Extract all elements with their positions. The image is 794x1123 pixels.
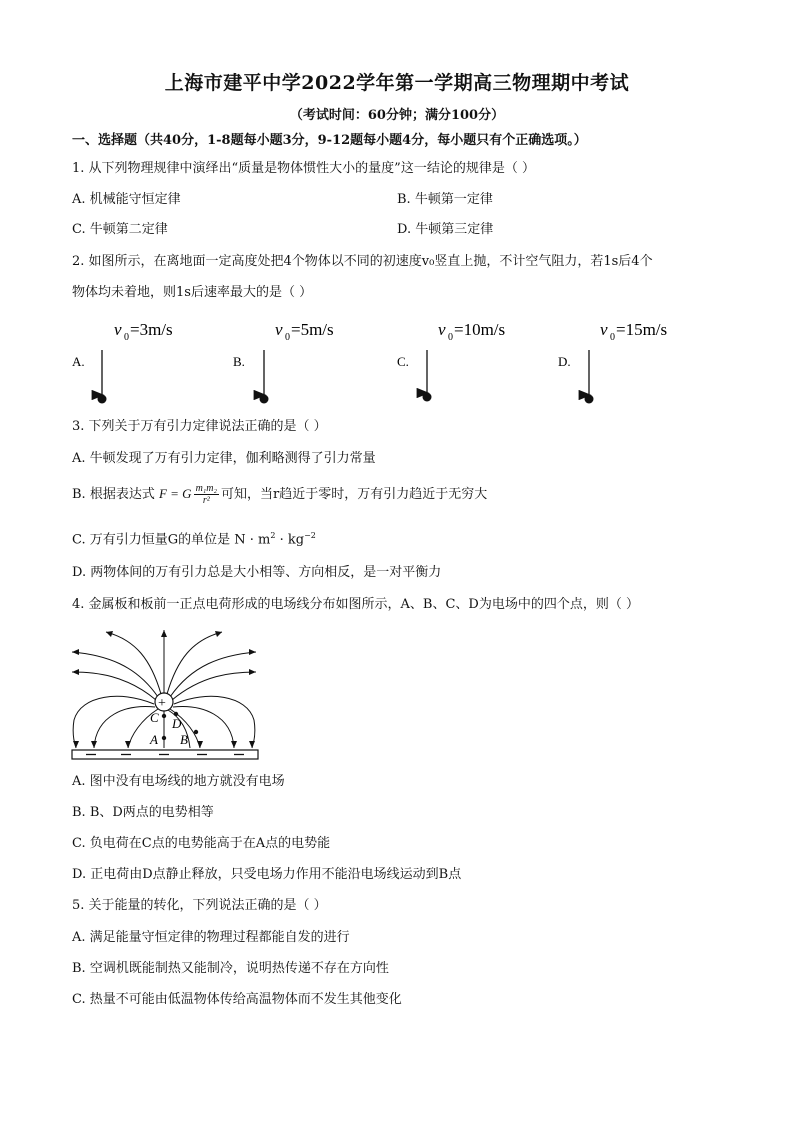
- exam-subtitle: （考试时间：60分钟；满分100分）: [289, 108, 505, 123]
- section-heading: 一、选择题（共40分，1-8题每小题3分，9-12题每小题4分，每小题只有个正确选项。）: [72, 133, 587, 148]
- q3-option-b-suffix: 可知，当r趋近于零时，万有引力趋近于无穷大: [220, 487, 488, 502]
- q3-option-c-prefix: C. 万有引力恒量G的单位是: [72, 532, 231, 548]
- q3-option-b: [72, 480, 487, 509]
- v-symbol: v: [438, 320, 446, 339]
- q2-fig-label-d: D.: [558, 354, 571, 369]
- v-subscript: 0: [285, 332, 290, 343]
- q2-fig-value-d: =15m/s: [616, 320, 668, 339]
- q2-figure-c: [397, 320, 505, 402]
- q4-option-b: B. B、D两点的电势相等: [72, 805, 214, 820]
- q2-figure-b: [233, 320, 334, 404]
- q3-option-d: D. 两物体间的万有引力总是大小相等、方向相反，是一对平衡力: [72, 565, 442, 580]
- q3-formula-numerator: m₁m₂: [195, 483, 217, 494]
- q2-fig-label-a: A.: [72, 354, 85, 369]
- q2-figure: [0, 310, 794, 410]
- q2-fig-value-c: =10m/s: [454, 320, 506, 339]
- q1-option-a: A. 机械能守恒定律: [72, 192, 181, 207]
- q2-fig-label-b: B.: [233, 354, 245, 369]
- q1-option-b: B. 牛顿第一定律: [397, 192, 493, 207]
- q2-figure-d: [558, 320, 667, 404]
- q5-option-b: B. 空调机既能制热又能制冷，说明热传递不存在方向性: [72, 961, 389, 976]
- point-c: [162, 714, 166, 718]
- label-b: B: [180, 732, 188, 747]
- charge-symbol: +: [158, 696, 166, 711]
- object-dot: [423, 393, 432, 402]
- q3-unit-kg: · kg: [275, 532, 305, 548]
- v-symbol: v: [114, 320, 122, 339]
- point-b: [194, 730, 198, 734]
- label-d: D: [172, 716, 182, 731]
- v-subscript: 0: [448, 332, 453, 343]
- q5-option-c: C. 热量不可能由低温物体传给高温物体而不发生其他变化: [72, 992, 402, 1007]
- q3-formula-fraction: [194, 483, 219, 506]
- v-symbol: v: [275, 320, 283, 339]
- q2-fig-value-a: =3m/s: [130, 320, 173, 339]
- object-dot: [260, 395, 269, 404]
- label-a: A: [150, 732, 158, 747]
- q3-option-a: A. 牛顿发现了万有引力定律，伽利略测得了引力常量: [72, 451, 376, 466]
- q3-unit-exp2: −2: [304, 531, 316, 540]
- object-dot: [585, 395, 594, 404]
- v-subscript: 0: [124, 332, 129, 343]
- object-dot: [98, 395, 107, 404]
- q1-option-c: C. 牛顿第二定律: [72, 222, 168, 237]
- label-c: C: [150, 710, 159, 725]
- q4-field-figure: [66, 620, 266, 770]
- q2-figure-a: [72, 320, 173, 404]
- q2-fig-value-b: =5m/s: [291, 320, 334, 339]
- exam-title: 上海市建平中学2022学年第一学期高三物理期中考试: [164, 72, 630, 94]
- q4-stem: 4. 金属板和板前一正点电荷形成的电场线分布如图所示，A、B、C、D为电场中的四个点，则（ ）: [72, 597, 639, 612]
- q3-unit-exp1: 2: [270, 531, 276, 540]
- q3-option-c: [72, 527, 316, 549]
- q3-stem: 3. 下列关于万有引力定律说法正确的是（ ）: [72, 419, 327, 434]
- q3-formula-denominator: r²: [202, 495, 210, 506]
- q2-stem-line2: 物体均未着地，则1s后速率最大的是（ ）: [72, 285, 313, 300]
- q1-option-d: D. 牛顿第三定律: [397, 222, 494, 237]
- q4-option-a: A. 图中没有电场线的地方就没有电场: [72, 774, 285, 789]
- q5-stem: 5. 关于能量的转化，下列说法正确的是（ ）: [72, 898, 327, 913]
- q2-fig-label-c: C.: [397, 354, 409, 369]
- q1-stem: 1. 从下列物理规律中演绎出“质量是物体惯性大小的量度”这一结论的规律是（ ）: [72, 161, 535, 176]
- q3-option-b-prefix: B. 根据表达式: [72, 487, 155, 502]
- q3-unit-n-m: N · m: [234, 532, 271, 548]
- v-subscript: 0: [610, 332, 615, 343]
- q3-formula-lhs: F = G: [158, 486, 192, 501]
- v-symbol: v: [600, 320, 608, 339]
- field-line: [94, 707, 155, 748]
- q2-stem-line1: 2. 如图所示，在离地面一定高度处把4个物体以不同的初速度v₀竖直上抛，不计空气阻力，若1s后4个: [72, 254, 653, 269]
- q4-option-c: C. 负电荷在C点的电势能高于在A点的电势能: [72, 836, 331, 851]
- point-a: [162, 736, 166, 740]
- q4-option-d: D. 正电荷由D点静止释放，只受电场力作用不能沿电场线运动到B点: [72, 867, 462, 882]
- q5-option-a: A. 满足能量守恒定律的物理过程都能自发的进行: [72, 930, 350, 945]
